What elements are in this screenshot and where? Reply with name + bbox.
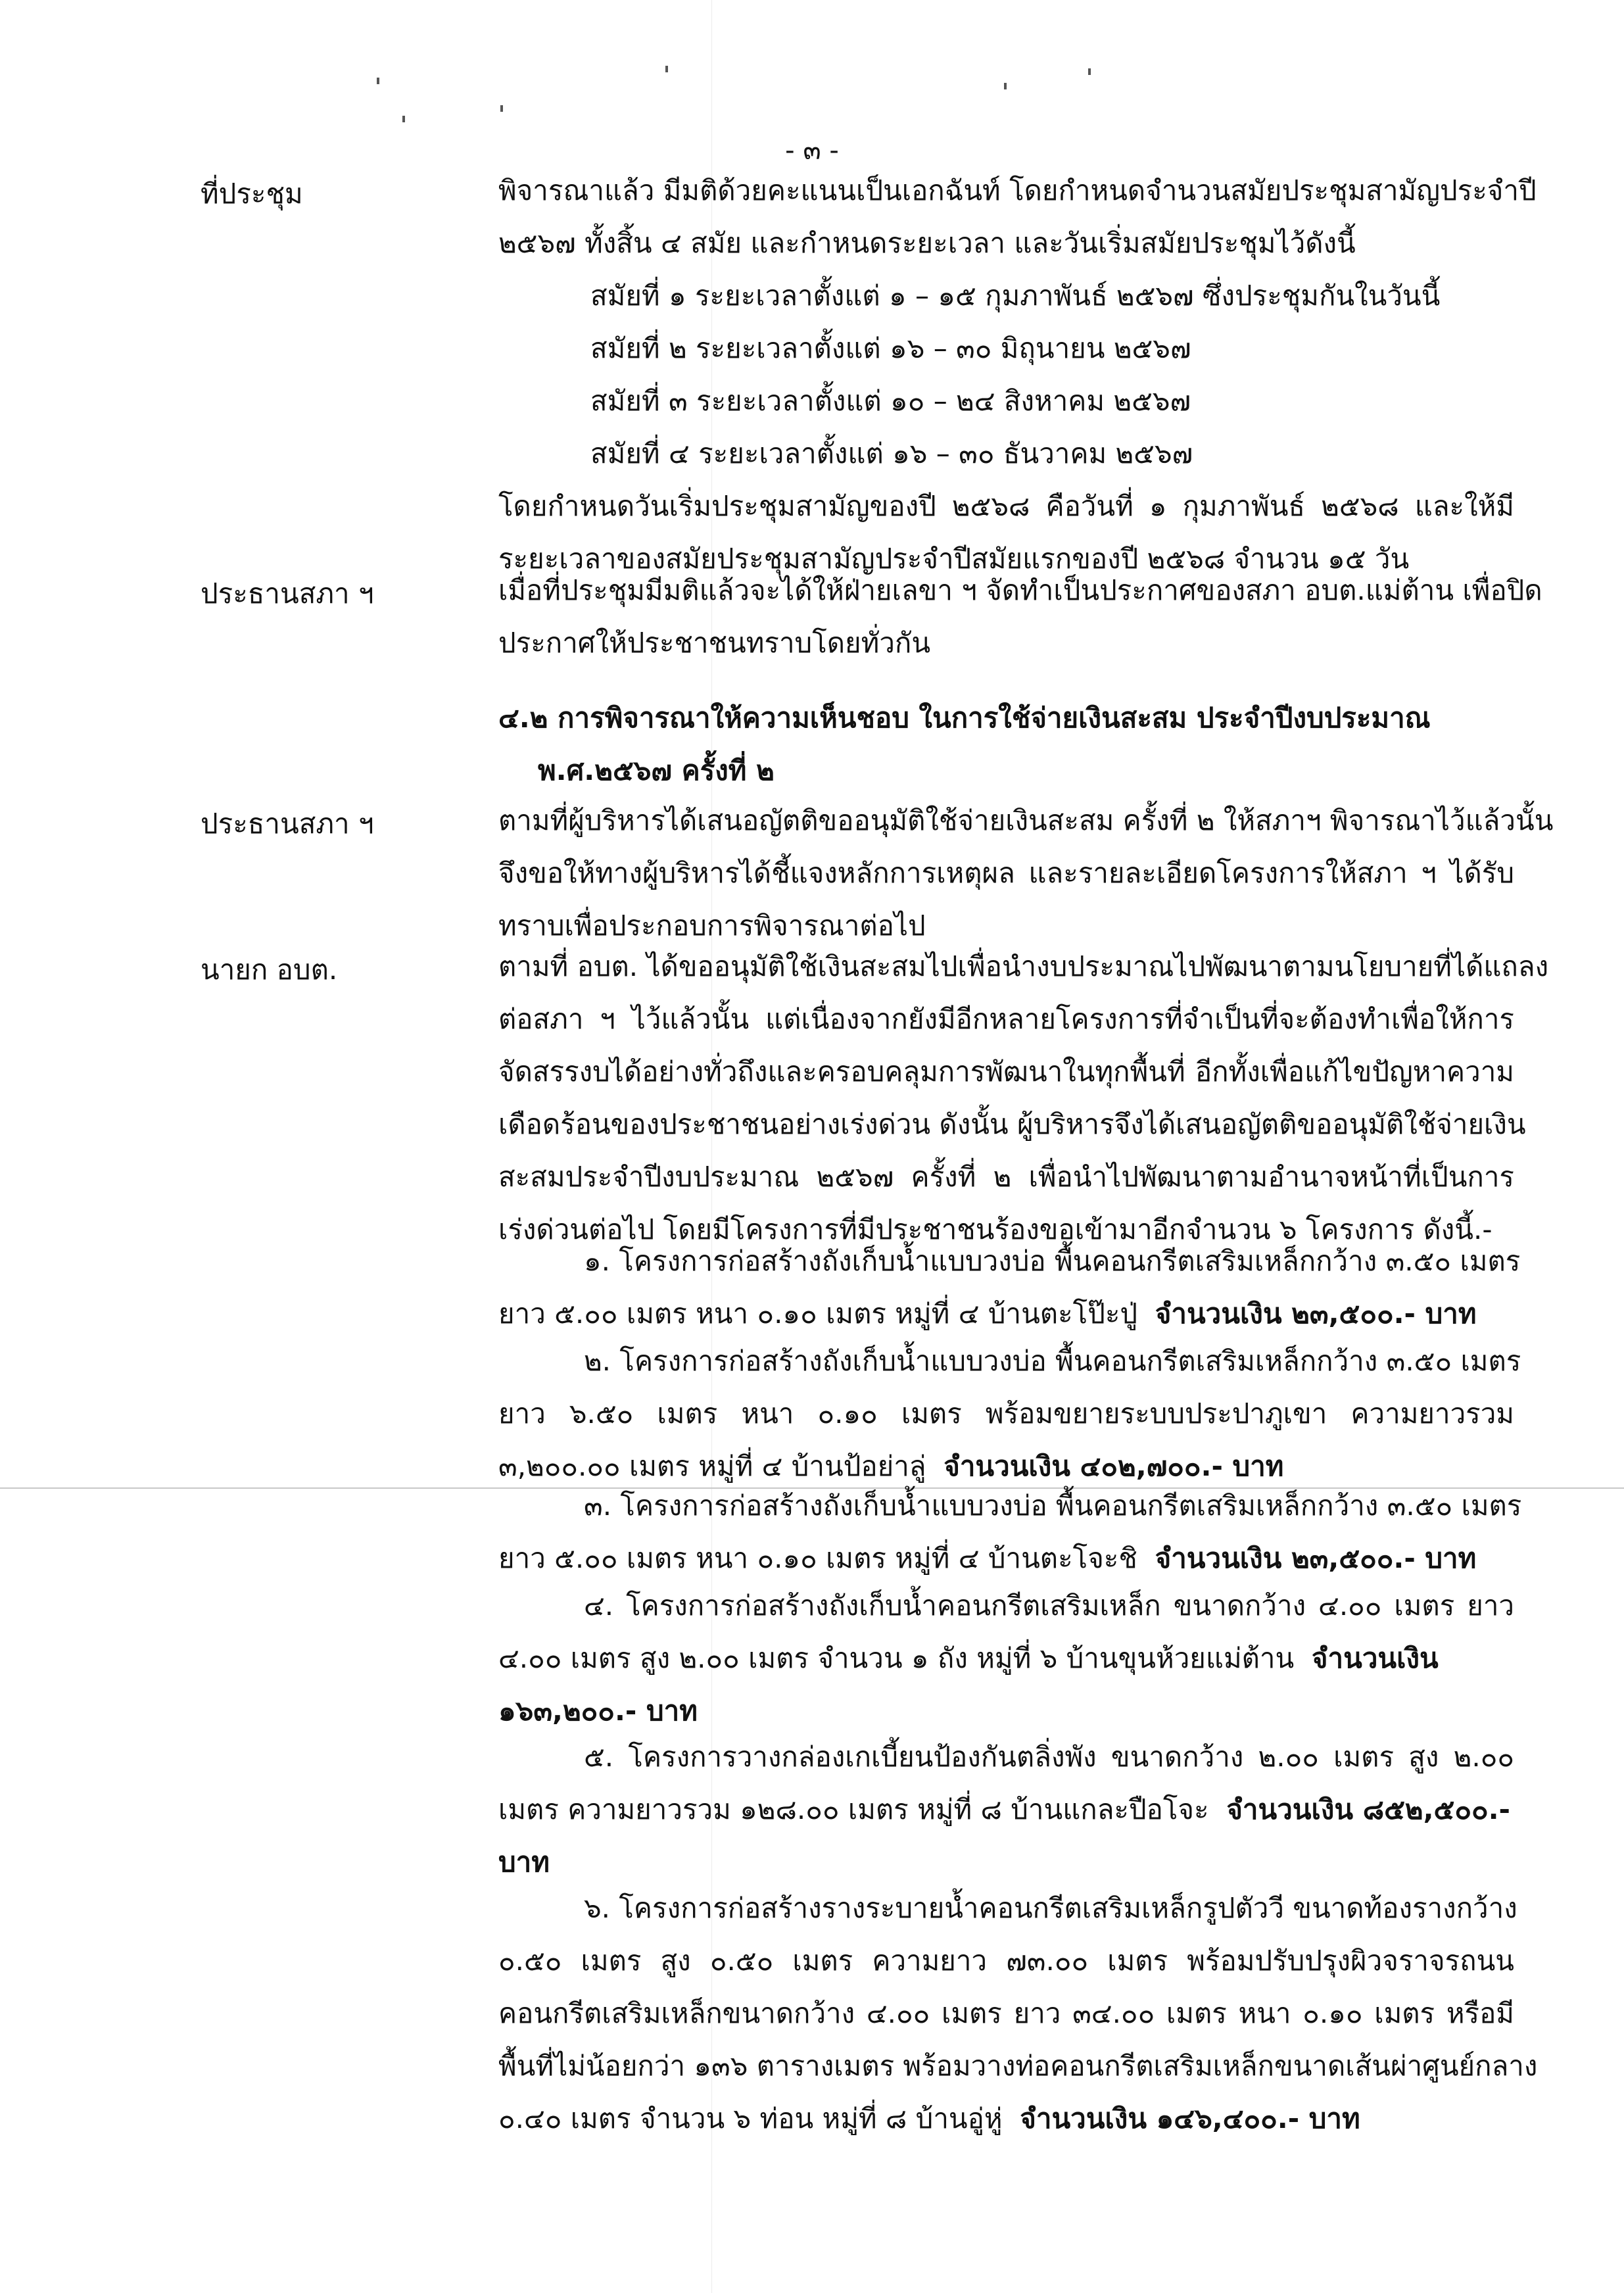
project-amount: จำนวนเงิน ๔๐๒,๗๐๐.- บาท [943,1450,1284,1482]
text-line: ๒. โครงการก่อสร้างถังเก็บน้ำแบบวงบ่อ พื้นคอนกรีตเสริมเหล็กกว้าง ๓.๕๐ เมตร [584,1345,1521,1377]
project-amount: จำนวนเงิน [1311,1642,1439,1674]
text-line: ระยะเวลาของสมัยประชุมสามัญประจำปีสมัยแรกของปี ๒๕๖๘ จำนวน ๑๕ วัน [498,543,1410,575]
project-detail: ยาว ๕.๐๐ เมตร หนา ๐.๑๐ เมตร หมู่ที่ ๔ บ้านตะโป๊ะปู่ [498,1297,1138,1330]
text-line: ๐.๕๐ เมตร สูง ๐.๕๐ เมตร ความยาว ๗๓.๐๐ เมตร พร้อมปรับปรุงผิวจราจรถนน [498,1944,1514,1977]
heading-line: ๔.๒ การพิจารณาให้ความเห็นชอบ ในการใช้จ่ายเงินสะสม ประจำปีงบประมาณ [498,702,1431,734]
text-line: เดือดร้อนของประชาชนอย่างเร่งด่วน ดังนั้น ผู้บริหารจึงได้เสนอญัตติขออนุมัติใช้จ่ายเงิน [498,1108,1526,1140]
speaker-label: ประธานสภา ฯ [201,808,374,840]
project-amount-tail: ๑๖๓,๒๐๐.- บาท [498,1695,698,1727]
session-line: สมัยที่ ๑ ระยะเวลาตั้งแต่ ๑ – ๑๕ กุมภาพันธ์ ๒๕๖๗ ซึ่งประชุมกันในวันนี้ [590,279,1441,312]
scan-speck [665,66,668,72]
project-detail: เมตร ความยาวรวม ๑๒๘.๐๐ เมตร หมู่ที่ ๘ บ้านแกละปือโจะ [498,1793,1209,1825]
project-amount: จำนวนเงิน ๘๕๒,๕๐๐.- [1226,1793,1510,1825]
scan-speck [1004,83,1007,89]
text-line: ๒๕๖๗ ทั้งสิ้น ๔ สมัย และกำหนดระยะเวลา และวันเริ่มสมัยประชุมไว้ดังนี้ [498,227,1356,259]
project-item [498,1731,1514,1889]
project-amount: จำนวนเงิน ๑๔๖,๔๐๐.- บาท [1020,2102,1360,2135]
speaker-label: ประธานสภา ฯ [201,577,374,610]
text-line [498,1632,1514,1685]
text-line: พื้นที่ไม่น้อยกว่า ๑๓๖ ตารางเมตร พร้อมวางท่อคอนกรีตเสริมเหล็กขนาดเส้นผ่าศูนย์กลาง [498,2050,1538,2082]
project-detail: ๔.๐๐ เมตร สูง ๒.๐๐ เมตร จำนวน ๑ ถัง หมู่ที่ ๖ บ้านขุนห้วยแม่ต้าน [498,1642,1295,1674]
text-line: เร่งด่วนต่อไป โดยมีโครงการที่มีประชาชนร้องขอเข้ามาอีกจำนวน ๖ โครงการ ดังนี้.- [498,1213,1493,1245]
text-line: เมื่อที่ประชุมมีมติแล้วจะได้ให้ฝ่ายเลขา ฯ จัดทำเป็นประกาศของสภา อบต.แม่ต้าน เพื่อปิด [498,574,1542,606]
chairman-paragraph [498,564,1542,669]
project-amount: จำนวนเงิน ๒๓,๕๐๐.- บาท [1155,1542,1477,1574]
session-line: สมัยที่ ๔ ระยะเวลาตั้งแต่ ๑๖ – ๓๐ ธันวาคม ๒๕๖๗ [590,437,1193,470]
project-item [498,1235,1521,1340]
text-line [498,2092,1514,2145]
resolution-paragraph [498,164,1537,585]
text-line: ประกาศให้ประชาชนทราบโดยทั่วกัน [498,627,931,659]
project-item [498,1335,1521,1493]
text-line: ทราบเพื่อประกอบการพิจารณาต่อไป [498,909,926,942]
project-item [498,1580,1514,1737]
speaker-label: นายก อบต. [201,953,338,986]
project-amount: จำนวนเงิน ๒๓,๕๐๐.- บาท [1155,1297,1477,1330]
text-line: ตามที่ผู้บริหารได้เสนอญัตติขออนุมัติใช้จ่ายเงินสะสม ครั้งที่ ๒ ให้สภาฯ พิจารณาไว้แล้วนั้น [498,804,1554,836]
text-line: โดยกำหนดวันเริ่มประชุมสามัญของปี ๒๕๖๘ คือวันที่ ๑ กุมภาพันธ์ ๒๕๖๘ และให้มี [498,490,1514,522]
text-line: ยาว ๖.๕๐ เมตร หนา ๐.๑๐ เมตร พร้อมขยายระบบประปาภูเขา ความยาวรวม [498,1397,1514,1430]
text-line: สะสมประจำปีงบประมาณ ๒๕๖๗ ครั้งที่ ๒ เพื่อนำไปพัฒนาตามอำนาจหน้าที่เป็นการ [498,1161,1514,1193]
chairman-paragraph [498,794,1554,952]
mayor-paragraph [498,940,1549,1256]
text-line: จึงขอให้ทางผู้บริหารได้ชี้แจงหลักการเหตุผล และรายละเอียดโครงการให้สภา ฯ ได้รับ [498,857,1514,889]
heading-line: พ.ศ.๒๕๖๗ ครั้งที่ ๒ [538,754,775,786]
text-line: คอนกรีตเสริมเหล็กขนาดกว้าง ๔.๐๐ เมตร ยาว ๓๔.๐๐ เมตร หนา ๐.๑๐ เมตร หรือมี [498,1997,1514,2029]
text-line: ๓. โครงการก่อสร้างถังเก็บน้ำแบบวงบ่อ พื้นคอนกรีตเสริมเหล็กกว้าง ๓.๕๐ เมตร [584,1489,1522,1522]
scan-speck [1088,68,1091,75]
agenda-heading [498,692,1514,797]
project-detail: ๐.๔๐ เมตร จำนวน ๖ ท่อน หมู่ที่ ๘ บ้านอู่หู่ [498,2102,1003,2135]
project-item [498,1480,1522,1585]
session-line: สมัยที่ ๒ ระยะเวลาตั้งแต่ ๑๖ – ๓๐ มิถุนายน ๒๕๖๗ [590,332,1191,364]
project-detail: ๓,๒๐๐.๐๐ เมตร หมู่ที่ ๔ บ้านป้อย่าลู่ [498,1450,926,1482]
text-line: พิจารณาแล้ว มีมติด้วยคะแนนเป็นเอกฉันท์ โดยกำหนดจำนวนสมัยประชุมสามัญประจำปี [498,174,1537,206]
text-line [498,1783,1514,1836]
session-line: สมัยที่ ๓ ระยะเวลาตั้งแต่ ๑๐ – ๒๔ สิงหาคม ๒๕๖๗ [590,385,1191,417]
text-line: จัดสรรงบได้อย่างทั่วถึงและครอบคลุมการพัฒนาในทุกพื้นที่ อีกทั้งเพื่อแก้ไขปัญหาความ [498,1055,1514,1088]
text-line: ๔. โครงการก่อสร้างถังเก็บน้ำคอนกรีตเสริมเหล็ก ขนาดกว้าง ๔.๐๐ เมตร ยาว [584,1589,1515,1622]
project-detail: ยาว ๕.๐๐ เมตร หนา ๐.๑๐ เมตร หมู่ที่ ๔ บ้านตะโจะชิ [498,1542,1137,1574]
text-line: ต่อสภา ฯ ไว้แล้วนั้น แต่เนื่องจากยังมีอีกหลายโครงการที่จำเป็นที่จะต้องทำเพื่อให้การ [498,1003,1514,1035]
text-line: ๕. โครงการวางกล่องเกเบี้ยนป้องกันตลิ่งพัง ขนาดกว้าง ๒.๐๐ เมตร สูง ๒.๐๐ [584,1741,1514,1773]
project-item [498,1882,1538,2145]
scan-speck [377,78,379,84]
text-line [498,1288,1514,1340]
speaker-label: ที่ประชุม [201,178,303,210]
scan-speck [402,116,405,122]
scan-speck [500,105,503,112]
text-line: ๑. โครงการก่อสร้างถังเก็บน้ำแบบวงบ่อ พื้นคอนกรีตเสริมเหล็กกว้าง ๓.๕๐ เมตร [584,1245,1521,1277]
page-number: - ๓ - [785,135,839,166]
text-line: ๖. โครงการก่อสร้างรางระบายน้ำคอนกรีตเสริมเหล็กรูปตัววี ขนาดท้องรางกว้าง [584,1892,1517,1924]
text-line: ตามที่ อบต. ได้ขออนุมัติใช้เงินสะสมไปเพื่อนำงบประมาณไปพัฒนาตามนโยบายที่ได้แถลง [498,950,1549,982]
project-amount-tail: บาท [498,1846,550,1878]
text-line [498,1532,1514,1585]
